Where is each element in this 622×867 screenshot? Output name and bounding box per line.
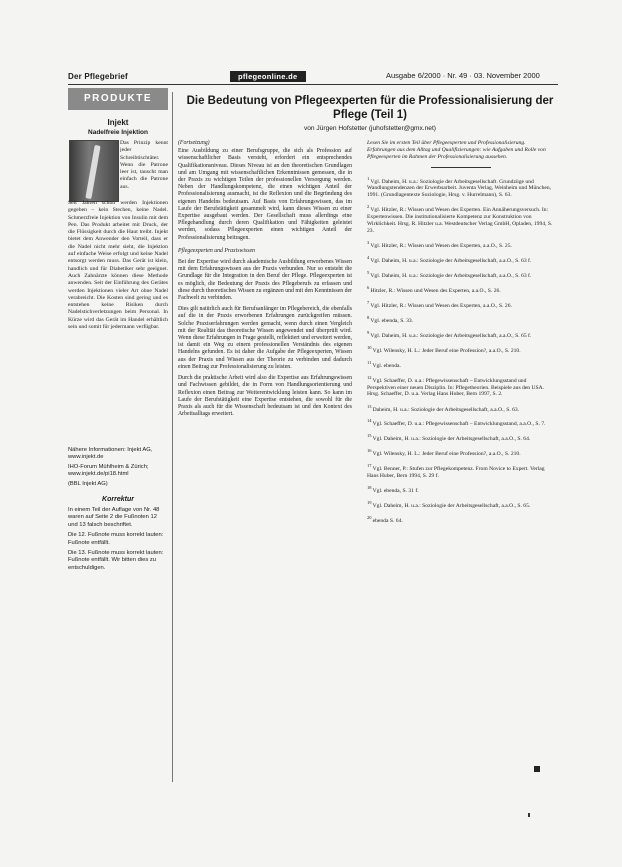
footnote: $^{14}$ Vgl. Schaeffer, D. u.a.: Pflegewissenschaft – Entwicklungsstand, a.a.O., S. 7. bbox=[367, 418, 546, 428]
footnote: $^4$ Vgl. Daheim, H. u.a.: Soziologie der Arbeitsgesellschaft, a.a.O., S. 63 f. bbox=[367, 255, 532, 264]
article-paragraph: Durch die praktische Arbeit wird also die Expertise aus Erfahrungswissen und Fachwissen gebildet, die in Form von Handlungsorientierung und Reflexion einen Beitrag zur Weiterentwicklung leisten kann. So kann im Laufe der Berufstätigkeit eine Expertise entstehen, die sowohl für die Praxis als auch für die Wissenschaft bedeutsam ist und den Kontext des Arbeitsalltags erweitert. bbox=[178, 375, 352, 418]
correction-heading: Korrektur bbox=[102, 496, 134, 504]
site-logo: pflegeonline.de bbox=[230, 71, 306, 82]
issue-info: Ausgabe 6/2000 · Nr. 49 · 03. November 2000 bbox=[386, 71, 540, 80]
correction-text bbox=[68, 507, 168, 572]
article-paragraph: Eine Ausbildung zu einer Berufsgruppe, die sich als Profession auf wissenschaftlicher Basis versteht, erfordert ein entsprechendes Qualifikationsniveau. Dieses Niveau ist an den theoretischen Grundlagen und am Umgang mit wissenschaftlichen Erkenntnissen gemessen, die in der Praxis zu wichtigen Teilen der professionellen Versorgung werden. Neben der Handlungskompetenz, die einen wichtigen Anteil der Professionalisierung ausmacht, ist die Reflexion und die Begründung des eigenen Handelns bedeutsam. Auf Basis von Erfahrungswissen, das im Laufe der Berufstätigkeit gesammelt wird, kann dieses Wissen zu einer Expertise ausgebaut werden. Der Gesellschaft muss allerdings eine Pflegehandlung durch deren Qualifikation und Fähigkeiten geleistet werden, sodass Pflegeexperten einen wichtigen Anteil der Professionalisierung beitragen. bbox=[178, 148, 352, 241]
footnote: $^8$ Vgl. ebenda, S. 33. bbox=[367, 314, 414, 324]
article-paragraph: Dies gilt natürlich auch für Berufsanfänger im Pflegebereich, die ebenfalls auf die in der Praxis erworbenen Erfahrungen zurückgreifen müssen. Solche Praxiserfahrungen werden gemacht, wenn durch einen Vergleich mit der Realität das theoretische Wissen angewendet und überprüft wird. Wenn diese Erfahrungen in Frage gestellt, reflektiert und erweitert werden, ist damit ein Weg zu einem professionellen Verständnis des eigenen Handelns gefunden. Es ist daher die Aufgabe der Pflegeexperten, Wissen aus der Praxis und Wissen aus der Theorie zu verbinden und dadurch einen Beitrag zur Professionalisierung zu leisten. bbox=[178, 306, 352, 370]
end-mark bbox=[534, 766, 540, 772]
publication-name: Der Pflegebrief bbox=[68, 72, 128, 81]
column-divider bbox=[172, 92, 173, 782]
product-text-full: Seit Jahren schon werden Injektionen gegeben – kein Stechen, keine Nadel. Schmerzfreie Injektion von Insulin mit dem Pen. Das Produkt arbeitet mit Druck, der die Flüssigkeit durch die Haut treibt. Injekt bietet dem Anwender den Vorteil, dass er die Nadel nicht mehr sieht, die Injektion auf einfache Weise erfolgt und keine Nadel entsorgt werden muss. Das Gerät ist klein, handlich und für Diabetiker sehr geeignet. Auch Zahnärzte können diese Methode anwenden. Seit der Einführung des Gerätes werden Injektionen vieler Art ohne Nadel verabreicht. Die Kosten sind gering und es entstehen keine Risiken durch Nadelstichverletzungen beim Personal. In Kürze wird das Gerät im Handel erhältlich sein und somit für jedermann verfügbar. bbox=[68, 200, 168, 331]
article-paragraph: Bei der Expertise wird durch akademische Ausbildung erworbenes Wissen mit dem Erfahrungswissen aus der Praxis verbunden. Nur so entsteht die Grundlage für die Integration in den Beruf der Pflege. Pflegeexperten ist es möglich, die Bedeutung der Praxis des Pflegeberufs zu erfassen und diese durch theoretisches Wissen zu ergänzen und mit den Kenntnissen der Fachwelt zu verbinden. bbox=[178, 259, 352, 302]
article-body-column bbox=[178, 140, 352, 422]
article-subheading: Pflegeexperten und Praxiswissen bbox=[178, 247, 255, 254]
footnote: $^{19}$ Vgl. Daheim, H. u.a.: Soziologie der Arbeitsgesellschaft, a.a.O., S. 65. bbox=[367, 500, 531, 509]
footnote: $^{20}$ ebenda S. 64. bbox=[367, 515, 403, 524]
product-contact: IHO-Forum Mühlheim & Zürich; www.injekt.de/pi18.html bbox=[68, 463, 149, 478]
footnote: $^{16}$ Vgl. Wilensky, H. L.: Jeder Beruf eine Profession?, a.a.O., S. 210. bbox=[367, 448, 521, 458]
product-info: Nähere Informationen: Injekt AG, www.injekt.de bbox=[68, 447, 153, 461]
footnote: $^{18}$ Vgl. ebenda, S. 31 f. bbox=[367, 485, 419, 495]
footnotes-column bbox=[367, 140, 555, 530]
footnote: $^7$ Vgl. Hitzler, R.: Wissen und Wesen des Experten, a.a.O., S. 26. bbox=[367, 299, 512, 309]
products-heading: PRODUKTE bbox=[68, 88, 168, 110]
footnote: $^{15}$ Vgl. Daheim, H. u.a.: Soziologie der Arbeitsgesellschaft, a.a.O., S. 64. bbox=[367, 433, 531, 443]
footnote-list bbox=[367, 176, 555, 525]
header-rule bbox=[68, 84, 558, 85]
footnote: $^{13}$ Daheim, H. u.a.: Soziologie der Arbeitsgesellschaft, a.a.O., S. 63. bbox=[367, 403, 520, 413]
footnote: $^{10}$ Vgl. Wilensky, H. L.: Jeder Beruf eine Profession?, a.a.O., S. 210. bbox=[367, 344, 521, 354]
article-title: Die Bedeutung von Pflegeexperten für die Professionalisierung der Pflege (Teil 1) bbox=[186, 95, 554, 121]
footnote: $^5$ Vgl. Daheim, H. u.a.: Soziologie der Arbeitsgesellschaft, a.a.O., S. 63 f. bbox=[367, 270, 532, 279]
correction-paragraph: Die 13. Fußnote muss korrekt lauten: Fußnote entfällt. Wir bitten dies zu entschuldigen. bbox=[68, 550, 164, 571]
footnote-rule bbox=[431, 167, 491, 168]
scan-artifact bbox=[528, 813, 530, 817]
footnote: $^9$ Vgl. Daheim, H. u.a.: Soziologie der Arbeitsgesellschaft, a.a.O., S. 65 f. bbox=[367, 329, 532, 339]
product-text-narrow: Das Prinzip kennt jeder Schreibtischtäter. Wenn die Patrone leer ist, tauscht man einfach die Patrone aus. bbox=[120, 140, 168, 190]
products-sidebar bbox=[68, 88, 168, 571]
correction-paragraph: In einem Teil der Auflage von Nr. 48 waren auf Seite 2 die Fußnoten 12 und 13 falsch beschriftet. bbox=[68, 507, 160, 528]
footnote: $^6$ Hitzler, R.: Wissen und Wesen des Experten, a.a.O., S. 26. bbox=[367, 285, 501, 294]
product-subtitle: Nadelfreie Injektion bbox=[88, 129, 148, 136]
footnote: $^{12}$ Vgl. Schaeffer, D. u.a.: Pflegewissenschaft – Entwicklungsstand und Perspektiven einer neuen Disziplin. In: Pflegetheorien. Beispiele aus den USA. Hrsg. Schaeffer, D. u.a. Verlag Hans Huber, Bern 1997, S. 2. bbox=[367, 374, 545, 398]
correction-paragraph: Die 12. Fußnote muss korrekt lauten: Fußnote entfällt. bbox=[68, 532, 164, 546]
product-credit: (BBL Injekt AG) bbox=[68, 480, 108, 487]
footnote: $^{17}$ Vgl. Benner, P.: Stufen zur Pflegekompetenz. From Novice to Expert. Verlag Hans Huber, Bern 1994, S. 29 f. bbox=[367, 463, 545, 480]
product-title: Injekt bbox=[107, 118, 129, 127]
footnote: $^1$ Vgl. Daheim, H. u.a.: Soziologie der Arbeitsgesellschaft. Grundzüge und Wandlungstendenzen der Erwerbsarbeit. Juventa Verlag, Weinheim und München, 1991. (Grundlagentexte Soziologie, Hrsg. v. Hurrelmann), S. 63. bbox=[367, 175, 552, 199]
footnote: $^2$ Vgl. Hitzler, R.: Wissen und Wesen des Experten. Ein Annäherungsversuch. In: Expertenwissen. Die institutionalisierte Kompetenz zur Konstruktion von Wirklichkeit. Hrsg. R. Hitzler u.a. Westdeutscher Verlag GmbH, Opladen, 1994, S. 23. bbox=[367, 204, 553, 235]
article-lead: (Fortsetzung) bbox=[178, 140, 210, 146]
article-abstract: Lesen Sie im ersten Teil über Pflegeexperten und Professionalisierung. Erfahrungen aus dem Alltag und Qualifizierungen: wie Aufgaben und Rolle von Pflegeexperten im Rahmen der Professionalisierung aussehen. bbox=[367, 140, 546, 160]
article-author: von Jürgen Hofstetter (juhofstetter@gmx.net) bbox=[303, 125, 437, 132]
footnote: $^3$ Vgl. Hitzler, R.: Wissen und Wesen des Experten, a.a.O., S. 25. bbox=[367, 240, 512, 250]
footnote: $^{11}$ Vgl. ebenda. bbox=[367, 359, 401, 369]
product-text bbox=[68, 140, 168, 575]
